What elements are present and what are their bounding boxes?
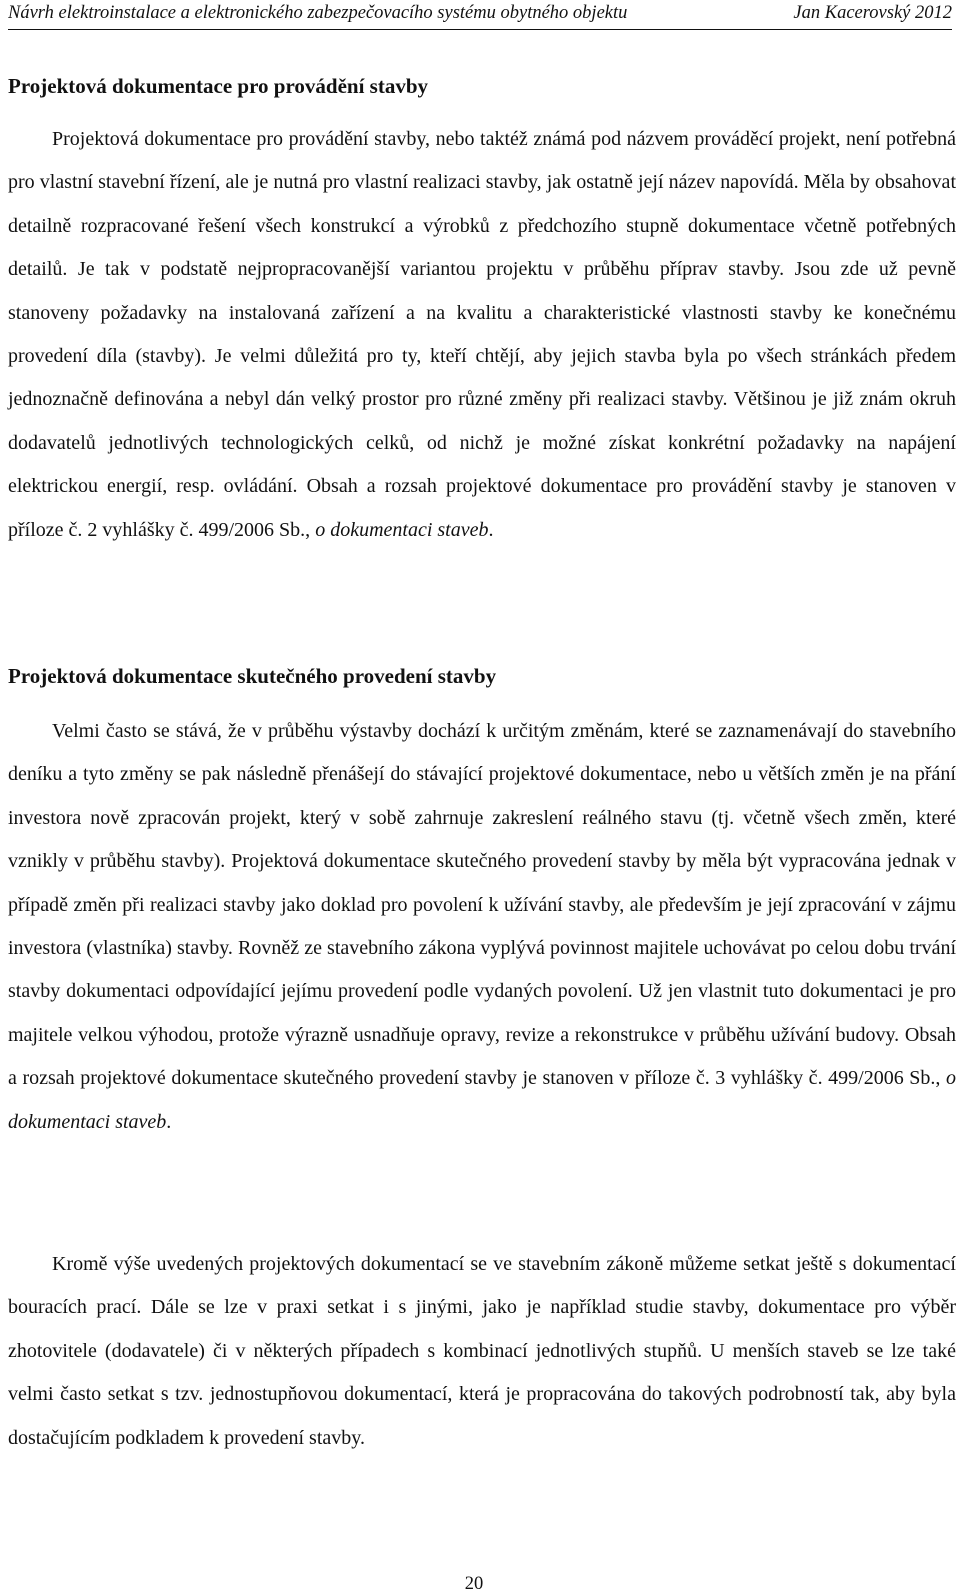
paragraph-end: . — [166, 1110, 172, 1133]
paragraph-text: Kromě výše uvedených projektových dokumentací se ve stavebním zákoně můžeme setkat ještě s dokumentací bouracích prací. Dále se lze v praxi setkat i s jinými, jako je například studie stavby, dokumentace pro výběr zhotovitele (dodavatele) či v některých případech s kombinací jednotlivých stupňů. U menších staveb se lze také velmi často setkat s tzv. jednostupňovou dokumentací, která je propracována do takových podrobností tak, aby byla dostačujícím podkladem k provedení stavby. — [8, 1253, 956, 1449]
section-heading-as-built-documentation: Projektová dokumentace skutečného provedení stavby — [8, 664, 497, 688]
paragraph-text: Velmi často se stává, že v průběhu výstavby dochází k určitým změnám, které se zaznamenávají do stavebního deníku a tyto změny se pak následně přenášejí do stávající projektové dokumentace, nebo u větších změn je na přání investora nově zpracován projekt, který v sobě zahrnuje zakreslení reálného stavu (tj. včetně všech změn, které vznikly v průběhu stavby). Projektová dokumentace skutečného provedení stavby by měla být vypracována jednak v případě změn při realizaci stavby jako doklad pro povolení k užívání stavby, ale především je její zpracování v zájmu investora (vlastníka) stavby. Rovněž ze stavebního zákona vyplývá povinnost majitele uchovávat po celou dobu trvání stavby dokumentaci odpovídající jejímu provedení podle vydaných povolení. Už jen vlastnit tuto dokumentaci je pro majitele velkou výhodou, protože výrazně usnadňuje opravy, revize a rekonstrukce v průběhu užívání budovy. Obsah a rozsah projektové dokumentace skutečného provedení stavby je stanoven v příloze č. 3 vyhlášky č. 499/2006 Sb., — [8, 720, 956, 1090]
paragraph-other-documentation — [8, 1243, 956, 1460]
paragraph-end: . — [488, 518, 494, 541]
paragraph-execution-documentation — [8, 118, 956, 552]
paragraph-text: Projektová dokumentace pro provádění stavby, nebo taktéž známá pod názvem prováděcí projekt, není potřebná pro vlastní stavební řízení, ale je nutná pro vlastní realizaci stavby, jak ostatně její název napovídá. Měla by obsahovat detailně rozpracované řešení všech konstrukcí a výrobků z předchozího stupně dokumentace včetně potřebných detailů. Je tak v podstatě nejpropracovanější variantou projektu v průběhu příprav stavby. Jsou zde už pevně stanoveny požadavky na instalovaná zařízení a na kvalitu a charakteristické vlastnosti stavby ke konečnému provedení díla (stavby). Je velmi důležitá pro ty, kteří chtějí, aby jejich stavba byla po všech stránkách předem jednoznačně definována a nebyl dán velký prostor pro různé změny při realizaci stavby. Většinou je již znám okruh dodavatelů jednotlivých technologických celků, od nichž je možné získat konkrétní požadavky na napájení elektrickou energií, resp. ovládání. Obsah a rozsah projektové dokumentace pro provádění stavby je stanoven v příloze č. 2 vyhlášky č. 499/2006 Sb., — [8, 128, 956, 541]
section-heading-execution-documentation: Projektová dokumentace pro provádění stavby — [8, 74, 429, 98]
header-divider — [8, 29, 952, 30]
header-document-title: Návrh elektroinstalace a elektronického zabezpečovacího systému obytného objektu — [8, 3, 628, 23]
citation-regulation-title: o dokumentaci staveb — [315, 518, 489, 541]
header-author-year: Jan Kacerovský 2012 — [793, 3, 952, 23]
running-header — [8, 0, 952, 27]
citation-regulation-title: o dokumentaci staveb — [8, 1067, 956, 1133]
page-number: 20 — [464, 1574, 484, 1594]
paragraph-as-built-documentation — [8, 710, 956, 1144]
